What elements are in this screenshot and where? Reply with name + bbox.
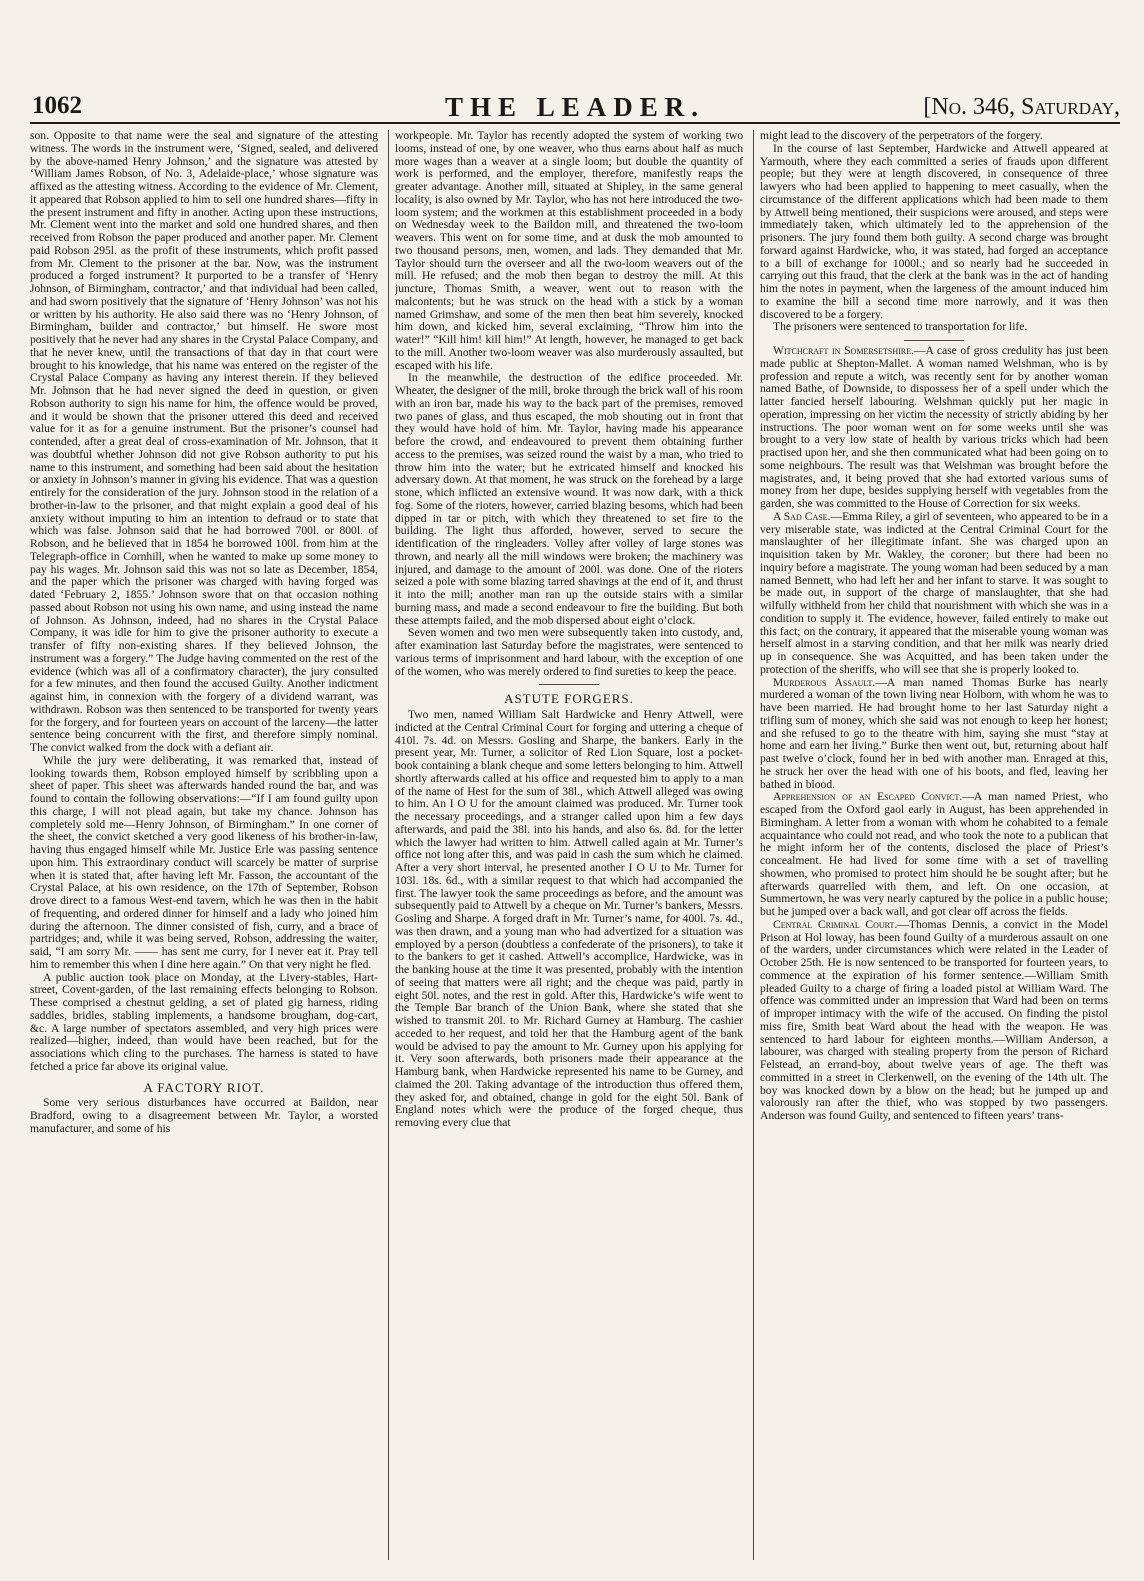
column-1 bbox=[30, 130, 378, 1565]
column-2 bbox=[395, 130, 743, 1565]
news-item-heading: Apprehension of an Escaped Convict. bbox=[773, 790, 963, 804]
article-paragraph: workpeople. Mr. Taylor has recently adopted the system of working two looms, instead of one, by one weaver, who thus earns about half as much more wages than a weaver at a single loom; but double the quantity of work is performed, and the employer, therefore, manifestly reaps the greater advantage. Another mill, situated at Shipley, in the same general locality, is also owned by Mr. Taylor, who has not here introduced the two-loom system; and the workmen at this establishment proceeded in a body on Wednesday week to the Baildon mill, and threatened the two-loom weavers. This went on for some time, and at dusk the mob amounted to two thousand persons, men, women, and lads. They demanded that Mr. Taylor should turn the overseer and all the two-loom weavers out of the mill. He refused; and the mob then began to destroy the mill. At this juncture, Thomas Smith, a weaver, went out to reason with the malcontents; but he was struck on the head with a stick by a woman named Grimshaw, and some of the men then beat him severely, knocked him down, and kicked him, several exclaiming, “Throw him into the water!” “Kill him! kill him!” At length, however, he managed to get back to the mill. Another two-loom weaver was also murderously assaulted, but escaped with his life. bbox=[395, 130, 743, 372]
article-paragraph: A public auction took place on Monday, at the Livery-stables, Hart-street, Covent-garden, of the last remaining effects belonging to Robson. These comprised a chestnut gelding, a set of plated gig harness, riding saddles, bridles, stabling implements, a handsome brougham, dog-cart, &c. A large number of spectators assembled, and very high prices were realized—higher, indeed, than would have been reached, but for the associations which cling to the purchases. The harness is stated to have fetched a price far above its original value. bbox=[30, 970, 378, 1073]
issue-info: [No. 346, Saturday, bbox=[923, 94, 1120, 120]
section-title-factory-riot: A FACTORY RIOT. bbox=[143, 1079, 265, 1095]
news-item-text: —Emma Riley, a girl of seventeen, who appeared to be in a very miserable state, was indicted at the Central Criminal Court for the manslaughter of her illegitimate infant. She was charged upon an inquisition taken by Mr. Wakley, the coroner; but there had been no inquiry before a magistrate. The young woman had been seduced by a man named Bennett, who had left her and her infant to starve. It was sought to be made out, in support of the charge of manslaughter, that she had wilfully withheld from her child that nourishment with which she was in a condition to supply it. The evidence, however, failed entirely to make out this fact; on the contrary, it appeared that the miserable young woman was herself almost in a starving condition, and that her milk was nearly dried up in consequence. She was Acquitted, and has been taken under the protection of the sheriffs, who will see that she is properly looked to. bbox=[760, 509, 1108, 676]
section-divider bbox=[539, 684, 599, 685]
news-item bbox=[760, 511, 1108, 677]
news-item-heading: Central Criminal Court. bbox=[773, 917, 898, 931]
article-paragraph: The prisoners were sentenced to transportation for life. bbox=[773, 320, 1028, 334]
article-paragraph: son. Opposite to that name were the seal and signature of the attesting witness. The words in the instrument were, ‘Signed, sealed, and delivered by the above-named Henry Johnson,’ and the signature was attested by ‘William James Robson, of No. 3, Adelaide-place,’ whose signature was affixed as the attesting witness. According to the evidence of Mr. Clement, it appeared that Robson applied to him to sell one hundred shares—fifty in the present instrument and fifty in another. Acting upon these instructions, Mr. Clement went into the market and sold one hundred shares, and then received from Robson the paper produced and another paper. Mr. Clement paid Robson 295l. as the profit of these instruments, which profit passed from Mr. Clement to the prisoner at the bar. Now, was the instrument produced a forged instrument? It purported to be a transfer of ‘Henry Johnson, of Birmingham, contractor,’ and that individual had been called, and had sworn positively that the signature of ‘Henry Johnson’ was not his or written by his authority. He also said there was no ‘Henry Johnson, of Birmingham, builder and contractor,’ but himself. He swore most positively that he never had any shares in the Crystal Palace Company, and that he never knew, until the transactions of that day in that court were brought to his knowledge, that his name was entered on the register of the Crystal Palace Company as having any interest therein. If they believed Mr. Johnson that he had never signed the deed in question, or given Robson authority to sign his name for him, the offence would be proved, and it would be shown that the prisoner uttered this deed and received value for it as for a genuine instrument. But the prisoner’s counsel had contended, after a great deal of cross-examination of Mr. Johnson, that it was doubtful whether Johnson did not give Robson authority to put his name to this instrument, and something had been said about the hesitation or anxiety in Johnson’s manner in giving his evidence. That was a question entirely for the consideration of the jury. Johnson stood in the relation of a brother-in-law to the prisoner, and that might explain a good deal of his anxiety without imputing to him an intention to defraud or to state that which was false. Johnson said that he had borrowed 700l. or 800l. of Robson, and he believed that in 1854 he borrowed 100l. from him at the Telegraph-office in Cornhill, when he wanted to make up some money to pay his wages. Mr. Johnson said this was not so late as December, 1854, and the paper which the prisoner was charged with having forged was dated ‘February 2, 1855.’ Johnson swore that on that occasion nothing passed about Robson not using his own name, and using instead the name of Johnson. As Johnson, indeed, had no shares in the Crystal Palace Company, it was idle for him to give the prisoner authority to execute a transfer of fifty non-existing shares. If they believed Johnson, the instrument was a forgery.” The Judge having commented on the rest of the evidence (which was all of a confirmatory character), the jury consulted for a few minutes, and then found the accused Guilty. Another indictment against him, in connexion with the forgery of a dividend warrant, was withdrawn. Robson was then sentenced to be transported for twenty years for the forgery, and for fourteen years on account of the larceny—the latter sentence being concurrent with the first, and therefore simply nominal. The convict walked from the dock with a defiant air. bbox=[30, 130, 378, 754]
news-item bbox=[760, 791, 1108, 919]
article-paragraph: Some very serious disturbances have occurred at Baildon, near Bradford, owing to a disagreement between Mr. Taylor, a worsted manufacturer, and some of his bbox=[30, 1096, 378, 1135]
news-item-text: —A man named Thomas Burke has nearly murdered a woman of the town living near Holborn, with whom he was to have been married. He had brought home to her last Saturday night a trifling sum of money, which she said was not enough to keep her honest; and she refused to go to the theatre with him, saying she must “stay at home and earn her living.” Burke then went out, but, returning about half past twelve o’clock, found her in bed with another man. Enraged at this, he struck her over the head with one of his boots, and fled, leaving her bathed in blood. bbox=[760, 675, 1108, 791]
news-item-text: —A case of gross credulity has just been made public at Shepton-Mallet. A woman named Welshman, who is by profession and repute a witch, was recently sent for by another woman named Bathe, of Downside, to dispossess her of a spell under which the latter fancied herself labouring. Welshman quickly put her magic in operation, impressing on her victim the necessity of strictly abiding by her instructions. The poor woman went on for some weeks until she was brought to a very low state of health by various tricks which had been practised upon her, and she then communicated what had been going on to some neighbours. The result was that Welshman was brought before the magistrates, and, it being proved that she had extorted various sums of money from her dupe, besides supplying herself with vegetables from the garden, she was committed to the House of Correction for six weeks. bbox=[760, 344, 1108, 510]
column-3 bbox=[760, 130, 1108, 1565]
masthead-title: THE LEADER. bbox=[444, 92, 706, 122]
page-number: 1062 bbox=[32, 92, 82, 119]
news-item-heading: Murderous Assault. bbox=[773, 675, 876, 689]
news-item bbox=[760, 677, 1108, 792]
section-divider bbox=[904, 340, 964, 341]
news-item bbox=[760, 345, 1108, 511]
news-item bbox=[760, 919, 1108, 1123]
news-item-heading: Witchcraft in Somersetshire. bbox=[773, 344, 914, 357]
column-rule bbox=[753, 130, 754, 1560]
column-rule bbox=[388, 130, 389, 1560]
article-paragraph: Two men, named William Salt Hardwicke and Henry Attwell, were indicted at the Central Criminal Court for forging and uttering a cheque of 410l. 7s. 4d. on Messrs. Gosling and Sharpe, the bankers. Early in the present year, Mr. Turner, a solicitor of Red Lion Square, lost a pocket-book containing a blank cheque and some letters belonging to him. Attwell shortly afterwards called at his office and requested him to apply to a man of the name of Hest for the sum of 38l., which Attwell alleged was owing to him. An I O U for the amount claimed was produced. Mr. Turner took the necessary proceedings, and a stranger called upon him a few days afterwards, and paid the 38l. into his hands, and also 6s. 8d. for the letter which the lawyer had written to him. Attwell called again at Mr. Turner’s office not long after this, and was paid in cash the sum which he claimed. After a very short interval, he presented another I O U to Mr. Turner for 103l. 18s. 6d., with a similar request to that which had accompanied the first. The lawyer took the same proceedings as before, and the amount was subsequently paid to Attwell by a cheque on Mr. Turner’s bankers, Messrs. Gosling and Sharpe. A forged draft in Mr. Turner’s name, for 400l. 7s. 4d., was then drawn, and a young man who had advertized for a situation was employed by a person (doubtless a confederate of the prisoners), to take it to the bankers to get it cashed. Attwell’s accomplice, Hardwicke, was in the banking house at the time it was presented, probably with the intention of seeing that matters were all right; and the cheque was paid, partly in eight 50l. notes, and the rest in gold. After this, Hardwicke’s wife went to the Temple Bar branch of the Union Bank, where she stated that she wished to transmit 20l. to Mr. Richard Gurney at Hamburg. The cashier acceded to her request, and told her that the Hamburg agent of the bank would be advised to pay the amount to Mr. Gurney upon his applying for it. Very soon afterwards, both prisoners made their appearance at the Hamburg bank, when Hardwicke represented his name to be Gurney, and claimed the 20l. Taking advantage of the introduction thus offered them, they asked for, and obtained, change in gold for the eight 50l. Bank of England notes which were the produce of the forged cheque, thus removing every clue that bbox=[395, 708, 743, 1129]
article-paragraph: might lead to the discovery of the perpetrators of the forgery. bbox=[760, 130, 1043, 142]
article-paragraph: While the jury were deliberating, it was remarked that, instead of looking towards them, Robson employed himself by scribbling upon a sheet of paper. This sheet was afterwards handed round the bar, and was found to contain the following observations:—“If I am found guilty upon this charge, I will not plead again, but take my chance. Johnson has completely sold me—Henry Johnson, of Birmingham.” In one corner of the sheet, the convict sketched a very good likeness of his brother-in-law, having thus engaged himself while Mr. Justice Erle was passing sentence upon him. This extraordinary conduct will scarcely be matter of surprise when it is stated that, after having left Mr. Fasson, the accountant of the Crystal Palace, at his own residence, on the 17th of September, Robson drove direct to a famous West-end tavern, which he was then in the habit of frequenting, and ordered dinner for himself and a lady who joined him during the afternoon. The dinner consisted of fish, curry, and a brace of partridges; and, while it was being served, Robson, addressing the waiter, said, “I am sorry Mr. —— has sent me curry, for I never eat it. Pray tell him to remember this when I dine here again.” On that very night he fled. bbox=[30, 753, 378, 971]
article-paragraph: In the course of last September, Hardwicke and Attwell appeared at Yarmouth, where they each committed a series of frauds upon different people; but they were at length discovered, in consequence of three lawyers who had been applied to happening to meet casually, when the circumstance of the different applications which had been made to them by Attwell being mentioned, their suspicions were aroused, and steps were immediately taken, which ultimately led to the apprehension of the prisoners. The jury found them both guilty. A second charge was brought forward against Hardwicke, who, it was stated, had forged an acceptance to a bill of exchange for 1000l.; and so nearly had he succeeded in carrying out this fraud, that the clerk at the bank was in the act of handing him the notes in payment, when the largeness of the amount induced him to examine the bill a second time more narrowly, and it was then discovered to be a forgery. bbox=[760, 141, 1108, 321]
news-item-text: —A man named Priest, who escaped from the Oxford gaol early in August, has been apprehended in Birmingham. A letter from a woman with whom he cohabited to a female acquaintance who could not read, and who took the note to a publican that he might inform her of the contents, disclosed the place of Priest’s concealment. He had lived for some time with a set of travelling showmen, who promised to protect him should he be sought after; but he afterwards quarrelled with them, and left. On one occasion, at Summertown, he was very nearly captured by the police in a public house; but he jumped over a back wall, and got clear off across the fields. bbox=[760, 790, 1108, 918]
news-item-heading: A Sad Case. bbox=[773, 509, 831, 523]
page-header bbox=[30, 92, 1120, 124]
section-title-astute-forgers: ASTUTE FORGERS. bbox=[504, 691, 634, 707]
article-paragraph: Seven women and two men were subsequently taken into custody, and, after examination last Saturday before the magistrates, were sentenced to various terms of imprisonment and hard labour, with the exception of one of the women, who was merely ordered to find sureties to keep the peace. bbox=[395, 626, 743, 678]
news-item-text: —Thomas Dennis, a convict in the Model Prison at Hol loway, has been found Guilty of a murderous assault on one of the warders, under circumstances which were related in the Leader of October 25th. He is now sentenced to be transported for fourteen years, to commence at the expiration of his former sentence.—William Smith pleaded Guilty to a charge of firing a loaded pistol at William Ward. The offence was committed under an impression that Ward had been on terms of improper intimacy with the wife of the accused. On finding the pistol miss fire, Smith beat Ward about the head with the weapon. He was sentenced to hard labour for eighteen months.—William Anderson, a labourer, was charged with stealing property from the person of Richard Felstead, an errand-boy, about twelve years of age. The theft was committed in a street in Clerkenwell, on the evening of the 14th ult. The boy was knocked down by a blow on the head; but he jumped up and valorously ran after the thief, who was stopped by two passengers. Anderson was found Guilty, and sentenced to fifteen years’ trans- bbox=[760, 917, 1108, 1122]
article-paragraph: In the meanwhile, the destruction of the edifice proceeded. Mr. Wheater, the designer of the mill, broke through the brick wall of his room with an iron bar, made his way to the back part of the premises, removed two panes of glass, and thus escaped, the mob shouting out in front that they would have hold of him. Mr. Taylor, having made his appearance before the crowd, and endeavoured to prevent them obtaining further access to the premises, was seized round the waist by a man, who tried to throw him into the water; but he extricated himself and knocked his adversary down. At that moment, he was struck on the forehead by a large stone, which inflicted an extensive wound. It was now dark, with a thick fog. Some of the rioters, however, carried blazing besoms, which had been dipped in tar or pitch, with which they threatened to set fire to the building. The light thus afforded, however, served to secure the identification of the ringleaders. Volley after volley of large stones was thrown, and nearly all the mill windows were broken; the machinery was injured, and damage to the amount of 200l. was done. One of the rioters seized a pole with some blazing tarred shavings at the end of it, and thrust it into the mill; another man ran up the outside stairs with a similar burning mass, and made a second endeavour to fire the building. But both these attempts failed, and the mob dispersed about eight o’clock. bbox=[395, 371, 743, 627]
